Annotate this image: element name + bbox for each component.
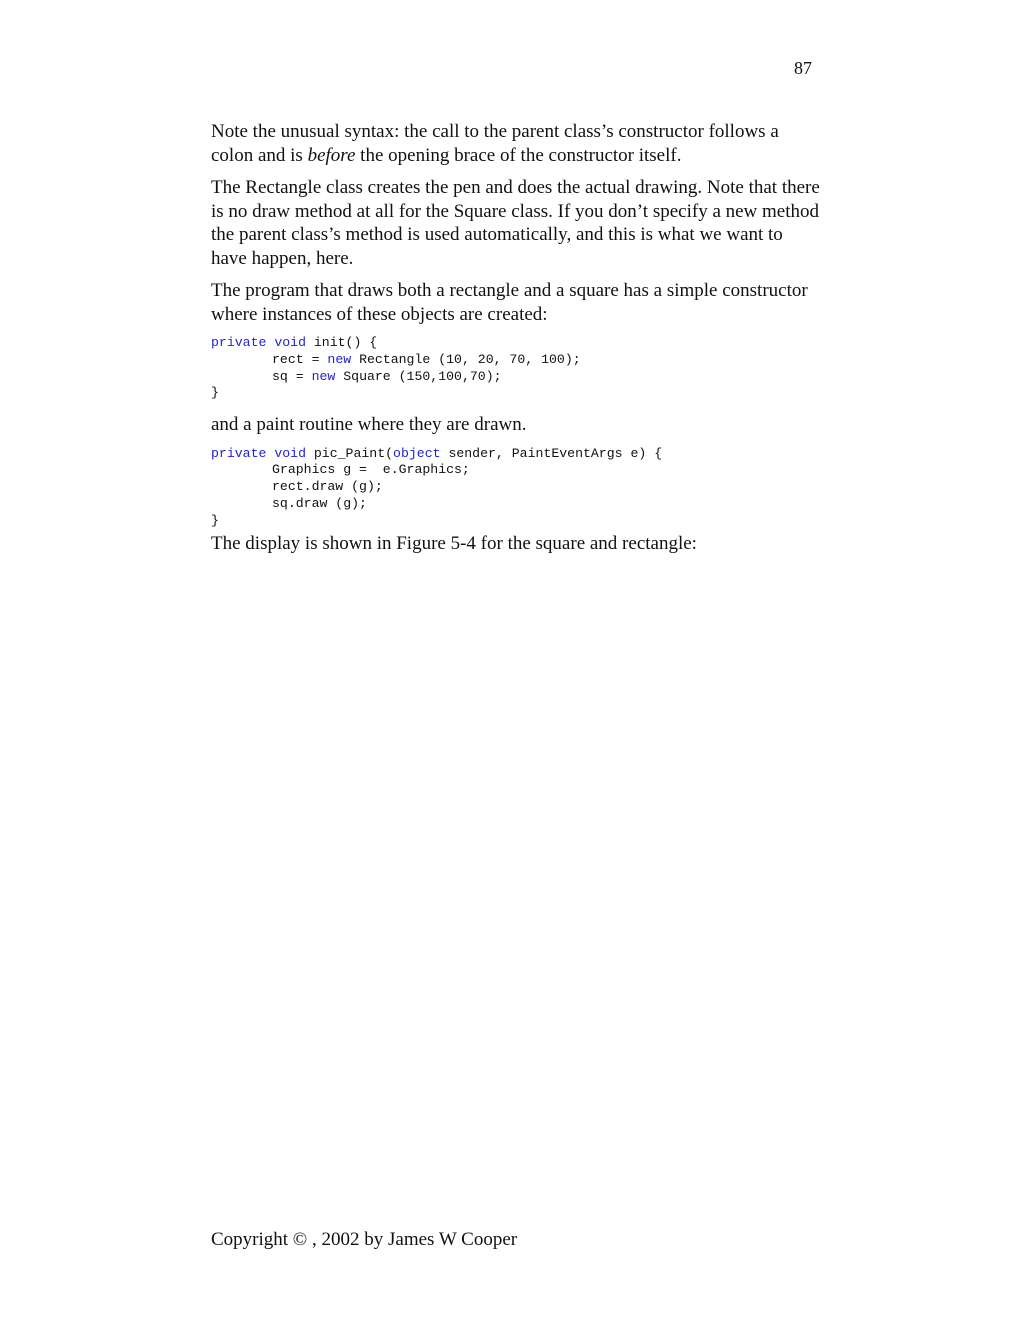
copyright-footer: Copyright © , 2002 by James W Cooper <box>211 1229 518 1250</box>
code-line <box>211 479 823 496</box>
code-text: sq.draw (g); <box>272 496 367 512</box>
code-text: sender, PaintEventArgs e) { <box>440 445 663 461</box>
paragraph-display-figure: The display is shown in Figure 5-4 for the square and rectangle: <box>211 532 697 554</box>
code-keyword: void <box>274 445 306 461</box>
paragraph-constructor-syntax <box>211 120 823 167</box>
paragraph-paint-routine: and a paint routine where they are drawn. <box>211 414 527 436</box>
page-body <box>211 120 823 564</box>
paragraph-text: Note the unusual syntax: the call to the parent class’s constructor follows a colon and is <box>211 121 779 166</box>
code-text: Square (150,100,70); <box>335 368 502 384</box>
code-line: } <box>211 385 219 401</box>
code-line: } <box>211 512 219 528</box>
paragraph-program-constructor: The program that draws both a rectangle and a square has a simple constructor where instances of these objects are created: <box>211 280 808 325</box>
code-keyword: object <box>393 445 441 461</box>
code-line <box>211 496 823 513</box>
code-text: Graphics g = e.Graphics; <box>272 462 470 478</box>
code-line <box>211 462 823 479</box>
code-block-init <box>211 335 823 402</box>
code-text: init() { <box>305 335 378 350</box>
page-number: 87 <box>794 58 812 78</box>
code-keyword: void <box>274 335 306 350</box>
code-line <box>211 369 823 386</box>
code-text: rect.draw (g); <box>272 479 383 495</box>
code-keyword: new <box>311 368 336 384</box>
code-text: rect = <box>272 351 328 367</box>
code-keyword: private <box>211 335 267 350</box>
code-text: Rectangle (10, 20, 70, 100); <box>351 351 581 367</box>
code-keyword: private <box>211 445 267 461</box>
paragraph-rectangle-class: The Rectangle class creates the pen and does the actual drawing. Note that there is no draw method at all for the Square class. If you don’t specify a new method the parent class’s method is used automatically, and this is what we want to have happen, here. <box>211 177 820 269</box>
code-line <box>211 335 823 352</box>
code-line <box>211 352 823 369</box>
emphasis-before: before <box>307 144 356 166</box>
code-block-paint <box>211 446 823 530</box>
paragraph-text: the opening brace of the constructor itself. <box>355 144 682 166</box>
code-text: pic_Paint( <box>305 445 394 461</box>
code-line <box>211 446 823 463</box>
code-text: sq = <box>272 368 312 384</box>
code-keyword: new <box>327 351 352 367</box>
